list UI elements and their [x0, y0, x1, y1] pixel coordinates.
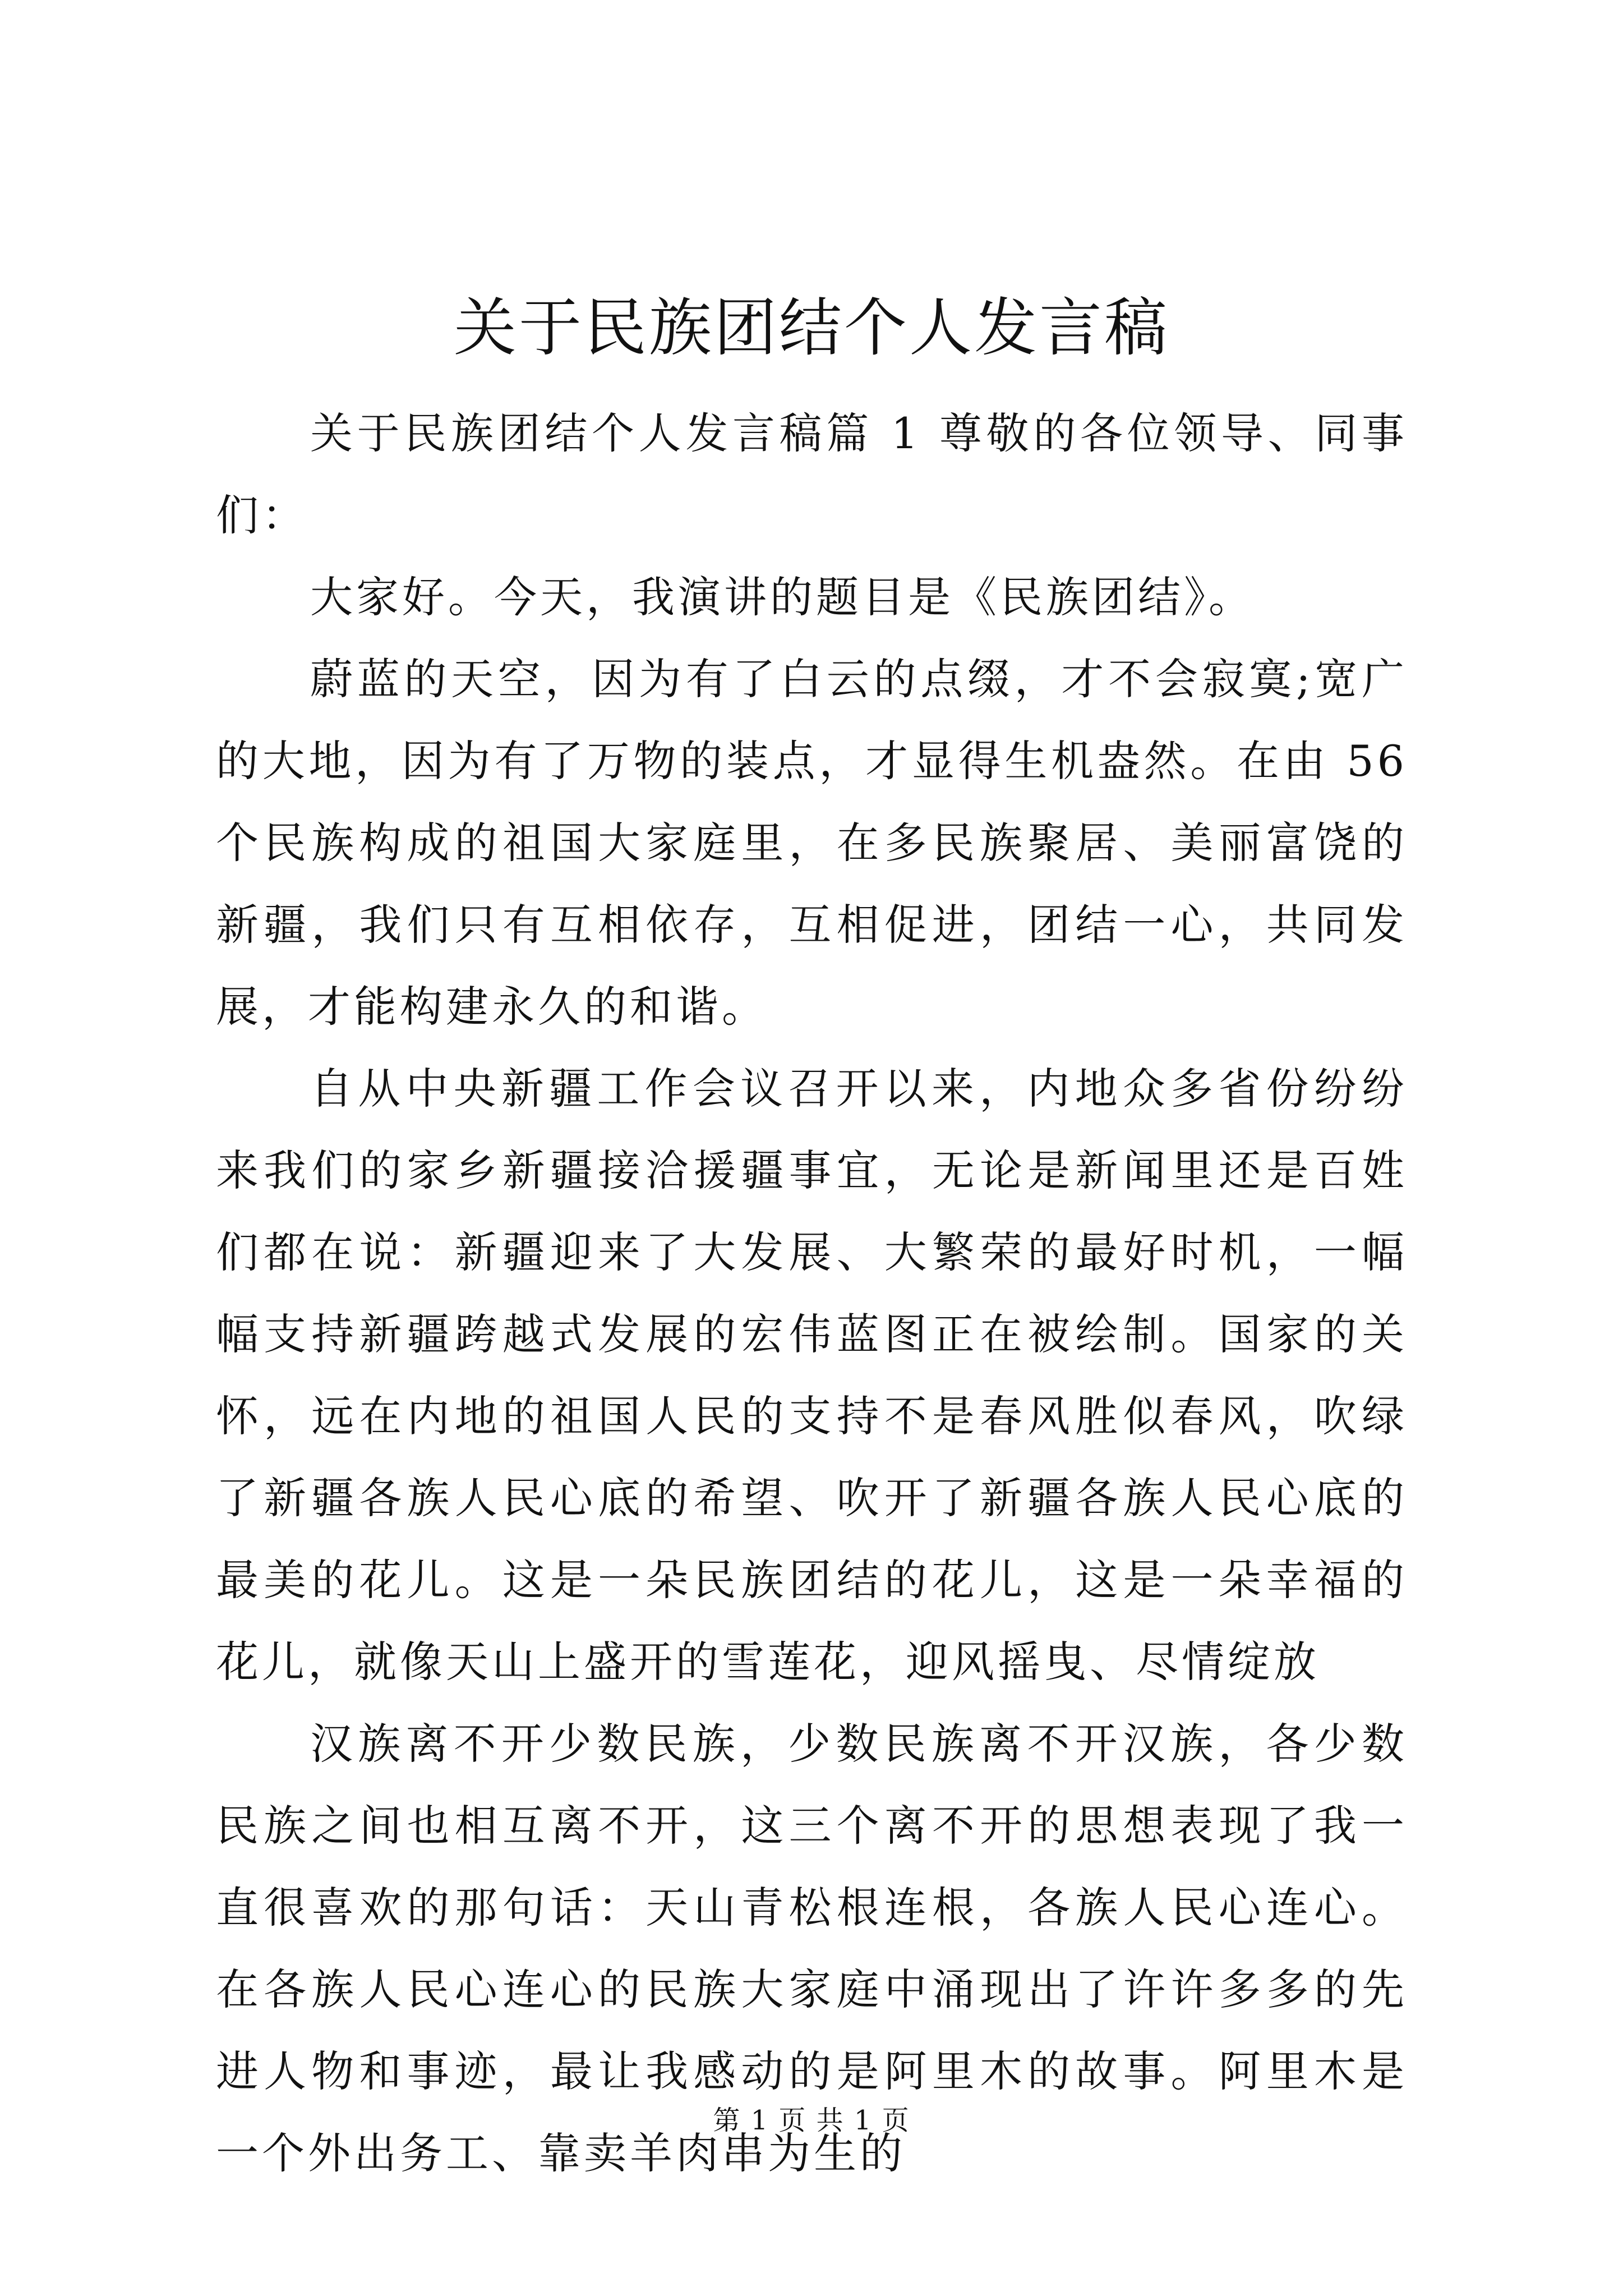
page-footer: 第 1 页 共 1 页 — [713, 2105, 910, 2136]
paragraph-sky: 蔚蓝的天空，因为有了白云的点缀，才不会寂寞;宽广的大地，因为有了万物的装点，才显得生机盎然。在由 56 个民族构成的祖国大家庭里，在多民族聚居、美丽富饶的新疆，我们只有互相依存，互相促进，团结一心，共同发展，才能构建永久的和谐。 — [216, 654, 1408, 1032]
document-title: 关于民族团结个人发言稿 — [454, 292, 1169, 365]
paragraph-intro: 大家好。今天，我演讲的题目是《民族团结》。 — [310, 572, 1255, 622]
paragraph-unity: 汉族离不开少数民族，少数民族离不开汉族，各少数民族之间也相互离不开，这三个离不开的思想表现了我一直很喜欢的那句话：天山青松根连根，各族人民心连心。在各族人民心连心的民族大家庭中涌现出了许许多多的先进人物和事迹，最让我感动的是阿里木的故事。阿里木是一个外出务工、靠卖羊肉串为生的 — [216, 1719, 1408, 2178]
paragraph-greeting: 关于民族团结个人发言稿篇 1 尊敬的各位领导、同事们： — [216, 408, 1408, 540]
paragraph-xinjiang-work: 自从中央新疆工作会议召开以来，内地众多省份纷纷来我们的家乡新疆接洽援疆事宜，无论是新闻里还是百姓们都在说：新疆迎来了大发展、大繁荣的最好时机，一幅幅支持新疆跨越式发展的宏伟蓝图正在被绘制。国家的关怀，远在内地的祖国人民的支持不是春风胜似春风，吹绿了新疆各族人民心底的希望、吹开了新疆各族人民心底的最美的花儿。这是一朵民族团结的花儿，这是一朵幸福的花儿，就像天山上盛开的雪莲花，迎风摇曳、尽情绽放 — [216, 1064, 1408, 1687]
document-body — [216, 393, 1408, 2194]
